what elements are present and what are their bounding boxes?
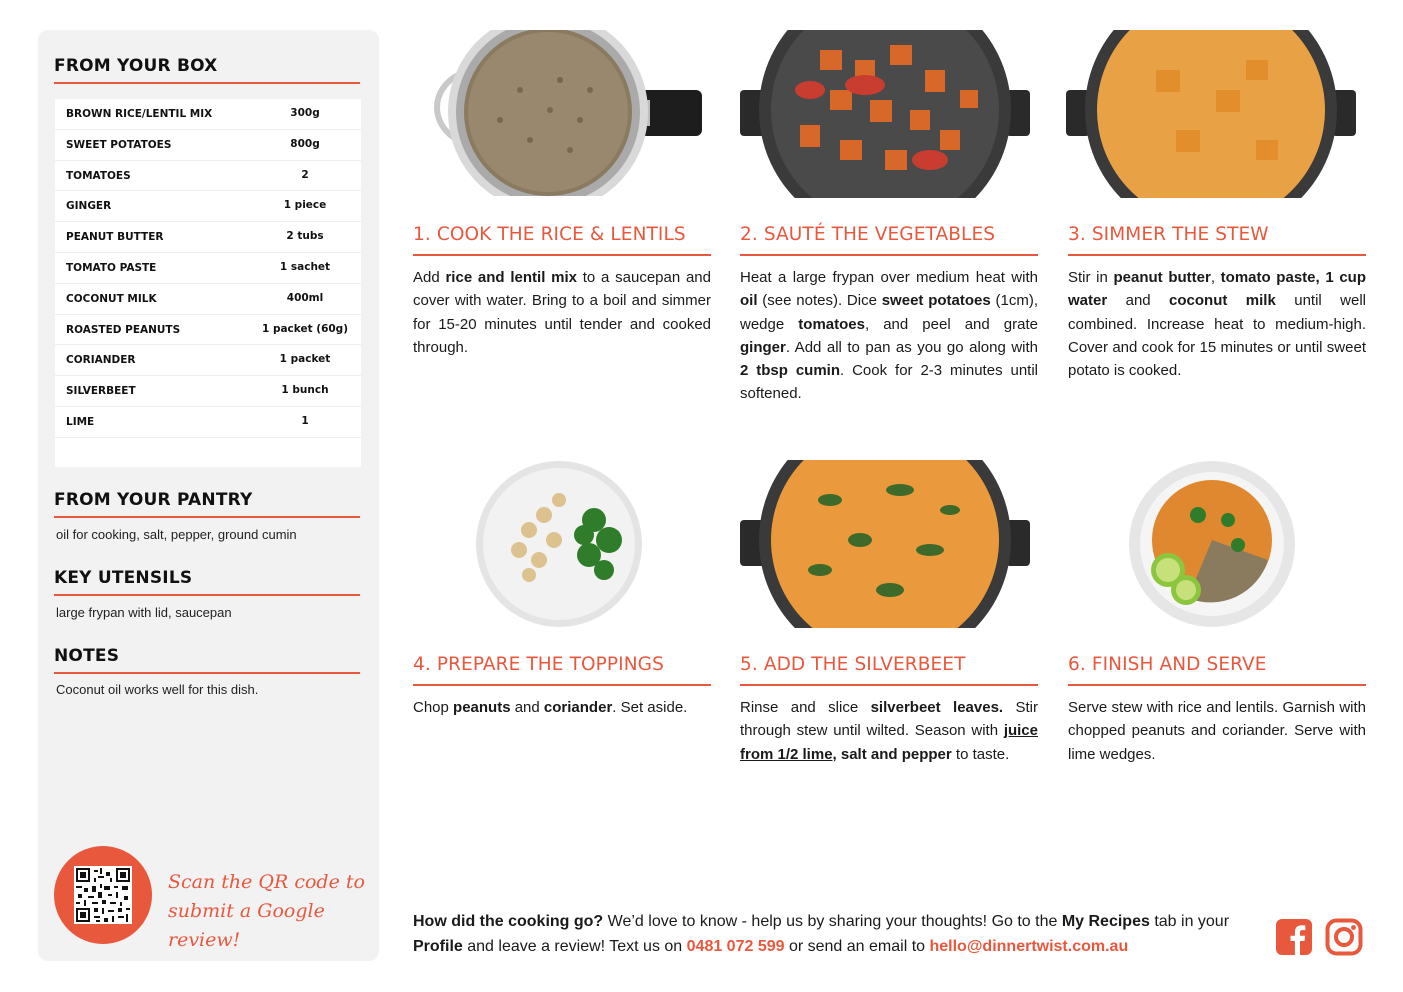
ingredient-name: ROASTED PEANUTS (66, 323, 181, 336)
ingredient-row (55, 161, 361, 192)
text-segment: tomato paste, 1 cup water (1068, 269, 1366, 310)
step-5-divider (740, 684, 1038, 686)
utensils-divider (54, 594, 360, 596)
text-segment: and (1107, 292, 1170, 310)
text-segment: until well combined. Increase heat to medium-high. Cover and cook for 15 minutes or until sweet potato is cooked. (1068, 292, 1366, 380)
ingredient-name: SILVERBEET (66, 385, 136, 398)
step-3-title: 3. SIMMER THE STEW (1068, 224, 1269, 245)
qr-caption-line-2: submit a Google review! (168, 900, 325, 951)
rice-saucepan-image (430, 30, 702, 198)
qr-code-icon[interactable] (74, 866, 132, 924)
pantry-text: oil for cooking, salt, pepper, ground cumin (56, 527, 297, 542)
text-segment: ginger (740, 338, 786, 356)
ingredient-name: CORIANDER (66, 354, 136, 367)
ingredient-quantity: 400ml (286, 291, 324, 304)
ingredient-name: COCONUT MILK (66, 292, 157, 305)
text-segment: . Cook for 2-3 minutes until softened. (740, 362, 1039, 403)
text-segment: My Recipes (1061, 913, 1150, 930)
text-segment: Rinse and slice (740, 699, 871, 716)
ingredient-quantity: 1 bunch (281, 384, 329, 397)
text-segment: (1cm), wedge (740, 292, 1038, 333)
text-segment: and (510, 699, 544, 716)
utensils-title: KEY UTENSILS (54, 568, 193, 588)
ingredients-panel (38, 30, 379, 961)
text-segment: Chop (413, 699, 454, 716)
ingredient-quantity: 1 (301, 414, 309, 427)
qr-badge[interactable] (54, 846, 152, 944)
text-segment: tomatoes (798, 315, 865, 333)
step-6-body (1068, 696, 1366, 766)
text-segment: , (1210, 269, 1221, 286)
text-segment: We’d love to know - help us by sharing your thoughts! Go to the (603, 913, 1062, 930)
text-segment: (see notes). Dice (757, 292, 882, 310)
text-segment: peanuts (453, 699, 511, 716)
qr-caption (168, 868, 368, 955)
text-segment: Stir through stew until wilted. Season with (740, 699, 1038, 740)
step-4-body (413, 696, 711, 719)
ingredient-table (55, 99, 361, 467)
text-segment: Profile (413, 938, 463, 955)
text-segment: silverbeet leaves. (870, 699, 1004, 716)
text-segment: Serve stew with rice and lentils. Garnish with chopped peanuts and coriander. Serve with lime wedges. (1068, 699, 1366, 763)
text-segment: coconut milk (1169, 292, 1276, 310)
ingredient-row (55, 376, 361, 407)
text-segment: tab in your (1149, 913, 1230, 930)
ingredient-name: GINGER (66, 200, 112, 213)
ingredient-row (55, 407, 361, 438)
step-2-body (740, 266, 1038, 406)
pantry-divider (54, 516, 360, 518)
facebook-icon[interactable] (1275, 918, 1313, 956)
step-2-divider (740, 254, 1038, 256)
step-6-title: 6. FINISH AND SERVE (1068, 654, 1267, 675)
ingredient-row (55, 99, 361, 130)
ingredient-quantity: 1 packet (279, 353, 331, 366)
text-segment: peanut butter (1113, 269, 1211, 286)
text-segment: to a saucepan and cover with water. Bring to a boil and simmer for 15-20 minutes until tender and cooked through. (413, 269, 711, 356)
ingredient-row (55, 315, 361, 346)
text-segment: sweet potatoes (881, 292, 991, 310)
text-segment: Add (413, 269, 446, 286)
text-segment: Stir in (1068, 269, 1114, 286)
ingredient-quantity: 800g (290, 137, 320, 150)
ingredient-name: TOMATO PASTE (66, 261, 157, 274)
text-segment: How did the cooking go? (413, 913, 604, 930)
step-1-title: 1. COOK THE RICE & LENTILS (413, 224, 686, 245)
text-segment: to taste. (951, 745, 1010, 763)
text-segment: , and peel and grate (864, 315, 1038, 333)
step-4-title: 4. PREPARE THE TOPPINGS (413, 654, 664, 675)
ingredient-quantity: 1 packet (60g) (261, 322, 348, 335)
ingredient-quantity: 2 (301, 168, 309, 181)
text-segment: rice and lentil mix (445, 269, 577, 286)
text-segment: juice from 1/2 lime, (740, 722, 1038, 763)
text-segment: oil (740, 292, 758, 310)
ingredient-row (55, 130, 361, 161)
toppings-plate-image (474, 460, 644, 628)
ingredient-row (55, 253, 361, 284)
ingredient-quantity: 1 piece (283, 199, 327, 212)
notes-divider (54, 672, 360, 674)
ingredient-quantity: 1 sachet (279, 260, 331, 273)
text-segment: 2 tbsp cumin (740, 362, 841, 380)
contact-link[interactable]: hello@dinnertwist.com.au (929, 938, 1129, 955)
utensils-text: large frypan with lid, saucepan (56, 605, 232, 620)
text-segment: Heat a large frypan over medium heat with (740, 269, 1038, 286)
ingredient-name: SWEET POTATOES (66, 138, 172, 151)
contact-link[interactable]: 0481 072 599 (686, 938, 785, 955)
ingredient-quantity: 2 tubs (286, 230, 324, 243)
ingredient-name: BROWN RICE/LENTIL MIX (66, 108, 213, 120)
text-segment: . Set aside. (612, 699, 688, 716)
ingredient-row (55, 222, 361, 253)
pantry-title: FROM YOUR PANTRY (54, 490, 253, 510)
notes-text: Coconut oil works well for this dish. (56, 682, 259, 697)
stew-pan-image (1066, 30, 1356, 198)
step-6-divider (1068, 684, 1366, 686)
step-5-body (740, 696, 1038, 766)
ingredient-quantity: 300g (290, 107, 320, 119)
box-title-divider (54, 82, 360, 84)
step-2-title: 2. SAUTÉ THE VEGETABLES (740, 224, 996, 245)
ingredient-row (55, 284, 361, 315)
text-segment: and leave a review! Text us on (462, 938, 687, 955)
ingredient-row (55, 191, 361, 222)
instagram-icon[interactable] (1325, 918, 1363, 956)
step-5-title: 5. ADD THE SILVERBEET (740, 654, 966, 675)
box-title: FROM YOUR BOX (54, 56, 218, 76)
text-segment: or send an email to (784, 938, 930, 955)
silverbeet-stew-image (740, 460, 1030, 628)
step-3-divider (1068, 254, 1366, 256)
ingredient-name: LIME (66, 415, 95, 428)
finished-bowl-image (1128, 460, 1296, 628)
ingredient-name: TOMATOES (66, 169, 131, 182)
step-4-divider (413, 684, 711, 686)
vegetables-frypan-image (740, 30, 1030, 198)
ingredient-row (55, 345, 361, 376)
text-segment: salt and pepper (840, 745, 952, 763)
review-prompt (413, 909, 1263, 959)
text-segment: . Add all to pan as you go along with (785, 338, 1038, 356)
qr-caption-line-1: Scan the QR code to (168, 871, 365, 893)
step-3-body (1068, 266, 1366, 382)
step-1-divider (413, 254, 711, 256)
text-segment: coriander (543, 699, 613, 716)
notes-title: NOTES (54, 646, 120, 666)
step-1-body (413, 266, 711, 359)
ingredient-name: PEANUT BUTTER (66, 231, 164, 244)
